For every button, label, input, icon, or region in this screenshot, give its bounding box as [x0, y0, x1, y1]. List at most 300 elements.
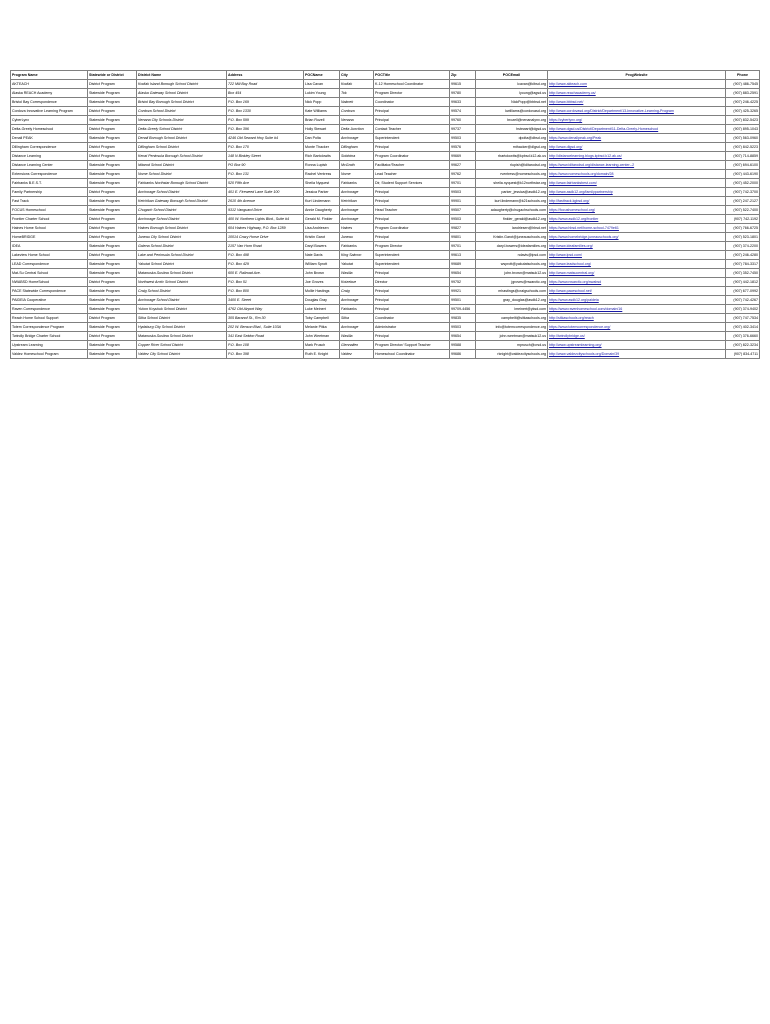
- poc-name-cell: Lukim Young: [304, 89, 340, 98]
- program-type-cell: Statewide Program: [88, 89, 137, 98]
- poc-email-cell[interactable]: finkler_gerald@asdk12.org: [476, 215, 548, 224]
- website-link[interactable]: http://www.reachacademy.us/: [548, 89, 726, 98]
- city-cell: Haines: [340, 224, 374, 233]
- table-row: [11, 242, 760, 251]
- district-name-cell: Yukon Koyukuk School District: [137, 305, 227, 314]
- district-name-cell: Yakutat School District: [137, 260, 227, 269]
- poc-email-cell[interactable]: daryl.bowers@ideafamilies.org: [476, 242, 548, 251]
- poc-title-cell: Homeschool Coordinator: [374, 350, 450, 359]
- district-name-cell: Hydaburg City School District: [137, 323, 227, 332]
- district-name-cell: Kodiak Island Borough School District: [137, 80, 227, 89]
- poc-email-cell[interactable]: lcavan@kibsd.org: [476, 80, 548, 89]
- city-cell: Wasilla: [340, 332, 374, 341]
- zip-cell: 99507: [450, 206, 476, 215]
- program-name-cell: PACE Statewide Correspondence: [11, 287, 88, 296]
- city-cell: Dillingham: [340, 143, 374, 152]
- poc-email-cell[interactable]: info@totemcorrespondence.org: [476, 323, 548, 332]
- header-prog-website[interactable]: ProgWebsite: [548, 71, 726, 80]
- program-name-cell: Lakeview Home School: [11, 251, 88, 260]
- poc-title-cell: Coordinator: [374, 314, 450, 323]
- phone-cell: (907) 376-6660: [726, 332, 760, 341]
- poc-title-cell: Principal: [374, 143, 450, 152]
- program-type-cell: District Program: [88, 125, 137, 134]
- phone-cell: (907) 742-1192: [726, 215, 760, 224]
- address-cell: P.O. Box 599: [227, 116, 304, 125]
- address-cell: P.O. Box 396: [227, 125, 304, 134]
- poc-name-cell: Toby Campbell: [304, 314, 340, 323]
- program-type-cell: District Program: [88, 215, 137, 224]
- poc-email-cell[interactable]: gray_douglas@asdk12.org: [476, 296, 548, 305]
- phone-cell: (907) 522-7400: [726, 206, 760, 215]
- zip-cell: 99801: [450, 233, 476, 242]
- website-link[interactable]: http://www.paceschool.net/: [548, 287, 726, 296]
- address-cell: 604 Haines Highway, P.O. Box 1289: [227, 224, 304, 233]
- poc-title-cell: Facilitator/Teacher: [374, 161, 450, 170]
- district-name-cell: Nenana City Schools District: [137, 116, 227, 125]
- district-name-cell: Haines Borough School District: [137, 224, 227, 233]
- table-row: [11, 341, 760, 350]
- district-name-cell: Matanuska-Susitna School District: [137, 269, 227, 278]
- poc-email-cell[interactable]: lyoung@agsd.us: [476, 89, 548, 98]
- district-name-cell: Alaska Gateway School District: [137, 89, 227, 98]
- poc-email-cell[interactable]: brozell@nenanalynx.org: [476, 116, 548, 125]
- district-name-cell: Chugach School District: [137, 206, 227, 215]
- program-name-cell: CyberLynx: [11, 116, 88, 125]
- poc-title-cell: K-12 Homeschool Coordinator: [374, 80, 450, 89]
- poc-name-cell: Ronna Lupish: [304, 161, 340, 170]
- poc-title-cell: Superintendent: [374, 134, 450, 143]
- table-row: [11, 323, 760, 332]
- city-cell: Craig: [340, 287, 374, 296]
- program-type-cell: Statewide Program: [88, 260, 137, 269]
- poc-name-cell: Jessica Parker: [304, 188, 340, 197]
- poc-email-cell[interactable]: hstewart@dgsd.us: [476, 125, 548, 134]
- program-type-cell: Statewide Program: [88, 350, 137, 359]
- phone-cell: (907) 246-4225: [726, 98, 760, 107]
- program-name-cell: Reach Home School Support: [11, 314, 88, 323]
- poc-name-cell: Nick Popp: [304, 98, 340, 107]
- phone-cell: (907) 842-5223: [726, 143, 760, 152]
- website-link[interactable]: http://www.cordovasd.org/District/Department/13-Innovative-Learning-Program: [548, 107, 726, 116]
- poc-email-cell[interactable]: mthacker@dlgsd.org: [476, 143, 548, 152]
- poc-email-cell[interactable]: parker_jessica@asdk12.org: [476, 188, 548, 197]
- district-name-cell: Anchorage School District: [137, 188, 227, 197]
- district-name-cell: Craig School District: [137, 287, 227, 296]
- poc-title-cell: Program Director: [374, 242, 450, 251]
- city-cell: Juneau: [340, 233, 374, 242]
- district-name-cell: Valdez City School District: [137, 350, 227, 359]
- program-name-cell: Distance Learning Center: [11, 161, 88, 170]
- program-type-cell: District Program: [88, 80, 137, 89]
- city-cell: Valdez: [340, 350, 374, 359]
- table-row: [11, 125, 760, 134]
- zip-cell: 99503: [450, 215, 476, 224]
- zip-cell: 99737: [450, 125, 476, 134]
- poc-title-cell: Program Director: [374, 89, 450, 98]
- program-type-cell: Statewide Program: [88, 116, 137, 125]
- program-type-cell: District Program: [88, 251, 137, 260]
- address-cell: P.O. Box 169: [227, 98, 304, 107]
- header-program-name[interactable]: Program Name: [11, 71, 88, 80]
- website-link[interactable]: https://www.ravenhomeschool.com/domain/16: [548, 305, 726, 314]
- table-row: [11, 188, 760, 197]
- program-type-cell: Statewide Program: [88, 323, 137, 332]
- header-poc-title[interactable]: POCTitle: [374, 71, 450, 80]
- poc-email-cell[interactable]: NickPopp@bbbsd.net: [476, 98, 548, 107]
- website-link[interactable]: https://focushomeschool.org/: [548, 206, 726, 215]
- district-name-cell: Lake and Peninsula School District: [137, 251, 227, 260]
- header-city[interactable]: City: [340, 71, 374, 80]
- poc-email-cell[interactable]: rventress@nomeschools.org: [476, 170, 548, 179]
- address-cell: 202 W. Benson Blvd., Suite 103A: [227, 323, 304, 332]
- table-row: [11, 287, 760, 296]
- address-cell: P.O. Box 429: [227, 260, 304, 269]
- poc-email-cell[interactable]: Kristin.Garot@juneauschools.org: [476, 233, 548, 242]
- poc-email-cell[interactable]: rknight@valdezcityschools.org: [476, 350, 548, 359]
- table-row: [11, 116, 760, 125]
- zip-cell: 99762: [450, 170, 476, 179]
- table-row: [11, 107, 760, 116]
- program-name-cell: Distance Learning: [11, 152, 88, 161]
- poc-title-cell: Program Director/ Support Teacher: [374, 341, 450, 350]
- phone-cell: (907) 822-3234: [726, 341, 760, 350]
- phone-cell: (907) 402-3414: [726, 323, 760, 332]
- zip-cell: 99613: [450, 251, 476, 260]
- website-link[interactable]: http://www.asdk12.org/familypartnership: [548, 188, 726, 197]
- program-type-cell: Statewide Program: [88, 134, 137, 143]
- program-type-cell: Statewide Program: [88, 287, 137, 296]
- poc-name-cell: Holly Stewart: [304, 125, 340, 134]
- website-link[interactable]: http://www.valdezcityschools.org/Domain/39: [548, 350, 726, 359]
- poc-title-cell: Director: [374, 278, 450, 287]
- poc-title-cell: Superintendent: [374, 260, 450, 269]
- poc-email-cell[interactable]: wsprott@yakutatschools.org: [476, 260, 548, 269]
- program-name-cell: FOCUS Homeschool: [11, 206, 88, 215]
- district-name-cell: Iditarod School District: [137, 161, 227, 170]
- address-cell: 520 Fifth Ave: [227, 179, 304, 188]
- website-link[interactable]: https://www.asdk12.org/paideia: [548, 296, 726, 305]
- poc-name-cell: Mark Prusch: [304, 341, 340, 350]
- city-cell: Anchorage: [340, 296, 374, 305]
- zip-cell: 99780: [450, 89, 476, 98]
- poc-email-cell[interactable]: mhastings@craigschools.com: [476, 287, 548, 296]
- poc-email-cell[interactable]: rlupish@iditarodsd.org: [476, 161, 548, 170]
- district-name-cell: Matanuska-Susitna School District: [137, 332, 227, 341]
- phone-cell: (907) 883-2591: [726, 89, 760, 98]
- address-cell: 341 East Seldon Road: [227, 332, 304, 341]
- poc-email-cell[interactable]: john.brown@matsuk12.us: [476, 269, 548, 278]
- address-cell: 148 N Binkley Street: [227, 152, 304, 161]
- phone-cell: (907) 742-3700: [726, 188, 760, 197]
- district-name-cell: Northwest Arctic School District: [137, 278, 227, 287]
- zip-cell: 99503: [450, 323, 476, 332]
- zip-cell: 99689: [450, 260, 476, 269]
- program-name-cell: Mat-Su Central School: [11, 269, 88, 278]
- website-link[interactable]: http://www.dgsd.us/District/Department/11-Delta-Greely-Homeschool: [548, 125, 726, 134]
- city-cell: Fairbanks: [340, 179, 374, 188]
- program-name-cell: Valdez Homeschool Program: [11, 350, 88, 359]
- poc-email-cell[interactable]: kwilliams@cordovasd.org: [476, 107, 548, 116]
- zip-cell: 99654: [450, 332, 476, 341]
- website-link[interactable]: http://www.lpsd.com/: [548, 251, 726, 260]
- district-name-cell: Kenai Peninsula Borough School District: [137, 152, 227, 161]
- website-link[interactable]: https://www.nwarctic.org/nwabsd: [548, 278, 726, 287]
- website-link[interactable]: https://www.asdk12.org/frontier: [548, 215, 726, 224]
- poc-name-cell: William Sprott: [304, 260, 340, 269]
- table-row: [11, 224, 760, 233]
- address-cell: 400 W. Northern Lights Blvd., Suite #4: [227, 215, 304, 224]
- city-cell: Anchorage: [340, 323, 374, 332]
- city-cell: Glennallen: [340, 341, 374, 350]
- zip-cell: 99686: [450, 350, 476, 359]
- program-type-cell: Statewide Program: [88, 269, 137, 278]
- city-cell: Cordova: [340, 107, 374, 116]
- website-link[interactable]: https://www.hbsd.net/home-school-7479e61: [548, 224, 726, 233]
- phone-cell: (907) 352-7450: [726, 269, 760, 278]
- address-cell: 4762 Old Airport Way: [227, 305, 304, 314]
- table-row: [11, 143, 760, 152]
- poc-email-cell[interactable]: kurt.lindemann@k21schools.org: [476, 197, 548, 206]
- poc-name-cell: John Weetman: [304, 332, 340, 341]
- website-link[interactable]: https://cyberlynx.org/: [548, 116, 726, 125]
- website-link[interactable]: https://www.homebridge.juneauschools.org/: [548, 233, 726, 242]
- city-cell: Anchorage: [340, 215, 374, 224]
- zip-cell: 99921: [450, 287, 476, 296]
- website-link[interactable]: https://www.nomeschools.org/domain/28: [548, 170, 726, 179]
- zip-cell: 99760: [450, 116, 476, 125]
- address-cell: 4246 Old Seward Hwy Suite #4: [227, 134, 304, 143]
- poc-email-cell[interactable]: mprusch@crsd.us: [476, 341, 548, 350]
- city-cell: Tok: [340, 89, 374, 98]
- website-link[interactable]: http://www.upstreamlearning.org/: [548, 341, 726, 350]
- table-row: [11, 314, 760, 323]
- program-name-cell: Totem Correspondence Program: [11, 323, 88, 332]
- table-row: [11, 305, 760, 314]
- table-row: [11, 170, 760, 179]
- header-poc-email[interactable]: POCEmail: [476, 71, 548, 80]
- phone-cell: (907) 374-9402: [726, 305, 760, 314]
- table-row: [11, 215, 760, 224]
- program-name-cell: Frontier Charter School: [11, 215, 88, 224]
- city-cell: Fairbanks: [340, 305, 374, 314]
- zip-cell: 99752: [450, 278, 476, 287]
- program-name-cell: Haines Home School: [11, 224, 88, 233]
- poc-email-cell[interactable]: lmeinert@yksd.com: [476, 305, 548, 314]
- poc-name-cell: Dan Polta: [304, 134, 340, 143]
- address-cell: 2157 Van Horn Road: [227, 242, 304, 251]
- program-name-cell: Fairbanks B.E.S.T.: [11, 179, 88, 188]
- poc-email-cell[interactable]: landriesen@hbsd.net: [476, 224, 548, 233]
- city-cell: Anchorage: [340, 134, 374, 143]
- poc-title-cell: Lead Teacher: [374, 170, 450, 179]
- website-link[interactable]: http://www.akteach.com: [548, 80, 726, 89]
- program-type-cell: Statewide Program: [88, 206, 137, 215]
- poc-name-cell: Sheila Nyquest: [304, 179, 340, 188]
- poc-title-cell: Principal: [374, 116, 450, 125]
- address-cell: 305 Baranof St., Rm 30: [227, 314, 304, 323]
- website-link[interactable]: http://www.dlgsd.org/: [548, 143, 726, 152]
- website-link[interactable]: http://www.bbbsd.net/: [548, 98, 726, 107]
- poc-title-cell: Principal: [374, 305, 450, 314]
- poc-email-cell[interactable]: john.weetman@matsuk12.us: [476, 332, 548, 341]
- address-cell: 9312 Vanguard Drive: [227, 206, 304, 215]
- poc-email-cell[interactable]: dpolta@dbsd.org: [476, 134, 548, 143]
- district-name-cell: Delta-Greely School District: [137, 125, 227, 134]
- website-link[interactable]: http://www.ideafamilies.org/: [548, 242, 726, 251]
- program-type-cell: District Program: [88, 224, 137, 233]
- program-name-cell: AKTEACH: [11, 80, 88, 89]
- header-district-name[interactable]: District Name: [137, 71, 227, 80]
- phone-cell: (907) 895-1043: [726, 125, 760, 134]
- poc-title-cell: Principal: [374, 296, 450, 305]
- address-cell: 401 E. Fireweed Lane Suite 100: [227, 188, 304, 197]
- poc-email-cell[interactable]: ndavis@lpsd.com: [476, 251, 548, 260]
- city-cell: King Salmon: [340, 251, 374, 260]
- table-row: [11, 179, 760, 188]
- district-name-cell: Dillingham School District: [137, 143, 227, 152]
- program-name-cell: Family Partnership: [11, 188, 88, 197]
- phone-cell: (907) 247-2127: [726, 197, 760, 206]
- poc-name-cell: Mollie Hastings: [304, 287, 340, 296]
- program-type-cell: District Program: [88, 107, 137, 116]
- poc-name-cell: Kurt Lindemann: [304, 197, 340, 206]
- phone-cell: (907) 246-4280: [726, 251, 760, 260]
- city-cell: Soldotna: [340, 152, 374, 161]
- poc-title-cell: Program Coordinator: [374, 224, 450, 233]
- zip-cell: 99503: [450, 134, 476, 143]
- zip-cell: 99669: [450, 152, 476, 161]
- poc-name-cell: Monte Thacker: [304, 143, 340, 152]
- poc-title-cell: Principal: [374, 269, 450, 278]
- poc-title-cell: Dir, Student Support Services: [374, 179, 450, 188]
- header-poc-name[interactable]: POCName: [304, 71, 340, 80]
- poc-name-cell: Kristin Garot: [304, 233, 340, 242]
- header-phone[interactable]: Phone: [726, 71, 760, 80]
- program-name-cell: Bristol Bay Correspondence: [11, 98, 88, 107]
- zip-cell: 99503: [450, 188, 476, 197]
- address-cell: P.O. Box 498: [227, 251, 304, 260]
- program-type-cell: Statewide Program: [88, 98, 137, 107]
- table-row: [11, 134, 760, 143]
- city-cell: Kotzebue: [340, 278, 374, 287]
- poc-title-cell: Head Teacher: [374, 206, 450, 215]
- table-row: [11, 152, 760, 161]
- poc-email-cell[interactable]: sheila.nyquest@k12northstar.org: [476, 179, 548, 188]
- website-link[interactable]: https://www.denalipeak.org/Peak: [548, 134, 726, 143]
- poc-title-cell: Administrator: [374, 323, 450, 332]
- phone-cell: (907) 766-6725: [726, 224, 760, 233]
- program-name-cell: Delta-Greely Homeschool: [11, 125, 88, 134]
- website-link[interactable]: http://www.matsucentral.org/: [548, 269, 726, 278]
- address-cell: 10014 Crazy Horse Drive: [227, 233, 304, 242]
- header-zip[interactable]: Zip: [450, 71, 476, 80]
- poc-name-cell: Lisa Cavan: [304, 80, 340, 89]
- city-cell: Naknek: [340, 98, 374, 107]
- district-name-cell: Ketchikan Gateway Borough School District: [137, 197, 227, 206]
- zip-cell: 99501: [450, 296, 476, 305]
- phone-cell: (907) 742-4267: [726, 296, 760, 305]
- address-cell: P.O. Box 800: [227, 287, 304, 296]
- poc-name-cell: Brian Rozell: [304, 116, 340, 125]
- table-row: [11, 296, 760, 305]
- zip-cell: 99701: [450, 179, 476, 188]
- poc-name-cell: Nate Davis: [304, 251, 340, 260]
- website-link[interactable]: http://sitkaschools.org/reach: [548, 314, 726, 323]
- table-row: [11, 278, 760, 287]
- city-cell: Wasilla: [340, 269, 374, 278]
- phone-cell: (907) 784-3317: [726, 260, 760, 269]
- program-type-cell: District Program: [88, 188, 137, 197]
- program-type-cell: District Program: [88, 233, 137, 242]
- address-cell: P.O. Box 51: [227, 278, 304, 287]
- poc-title-cell: Program Coordinator: [374, 152, 450, 161]
- poc-email-cell[interactable]: adaugherty@chugachschools.com: [476, 206, 548, 215]
- city-cell: Ketchikan: [340, 197, 374, 206]
- poc-title-cell: Principal: [374, 287, 450, 296]
- zip-cell: 99576: [450, 143, 476, 152]
- program-type-cell: Statewide Program: [88, 179, 137, 188]
- poc-title-cell: Principal: [374, 215, 450, 224]
- table-row: [11, 89, 760, 98]
- phone-cell: (907) 677-0992: [726, 287, 760, 296]
- poc-name-cell: Douglas Gray: [304, 296, 340, 305]
- city-cell: Kodiak: [340, 80, 374, 89]
- program-name-cell: HomeBRIDGE: [11, 233, 88, 242]
- poc-email-cell[interactable]: rbartolowits@kpbsd.k12.ak.us: [476, 152, 548, 161]
- website-link[interactable]: http://www.leadschool.org/: [548, 260, 726, 269]
- zip-cell: 99901: [450, 197, 476, 206]
- district-name-cell: Nome School District: [137, 170, 227, 179]
- poc-email-cell[interactable]: campbellt@sitkaschools.org: [476, 314, 548, 323]
- header-statewide-or-district[interactable]: Statewide or District: [88, 71, 137, 80]
- city-cell: Sitka: [340, 314, 374, 323]
- website-link[interactable]: http://www.fairbanksbest.com/: [548, 179, 726, 188]
- header-address[interactable]: Address: [227, 71, 304, 80]
- zip-cell: 99627: [450, 161, 476, 170]
- website-link[interactable]: http://distancelearning.blogs.kpbsd.k12.ak.us/: [548, 152, 726, 161]
- website-link[interactable]: https://www.iditarodsd.org/distance-learning-center--2: [548, 161, 726, 170]
- program-name-cell: Denali PEAK: [11, 134, 88, 143]
- zip-cell: 99615: [450, 80, 476, 89]
- program-name-cell: Raven Correspondence: [11, 305, 88, 314]
- table-row: [11, 197, 760, 206]
- address-cell: P.O. Box 398: [227, 350, 304, 359]
- program-type-cell: District Program: [88, 152, 137, 161]
- address-cell: 722 Mill Bay Road: [227, 80, 304, 89]
- website-link[interactable]: https://www.totemcorrespondence.org/: [548, 323, 726, 332]
- address-cell: P.O. Box 108: [227, 341, 304, 350]
- poc-title-cell: Principal: [374, 197, 450, 206]
- phone-cell: (907) 452-2000: [726, 179, 760, 188]
- poc-name-cell: Ruth E. Knight: [304, 350, 340, 359]
- program-name-cell: Twindly Bridge Charter School: [11, 332, 88, 341]
- district-name-cell: Denali Borough School District: [137, 134, 227, 143]
- poc-name-cell: Rachel Ventress: [304, 170, 340, 179]
- zip-cell: 99633: [450, 98, 476, 107]
- address-cell: P.O. Box 170: [227, 143, 304, 152]
- website-link[interactable]: http://fasttrack.kgbsd.org/: [548, 197, 726, 206]
- program-type-cell: Statewide Program: [88, 296, 137, 305]
- address-cell: 3400 E. Street: [227, 296, 304, 305]
- poc-name-cell: Melanie Pitka: [304, 323, 340, 332]
- website-link[interactable]: http://twindlybridge.us/: [548, 332, 726, 341]
- table-row: [11, 332, 760, 341]
- zip-cell: 99835: [450, 314, 476, 323]
- poc-email-cell[interactable]: jgroves@nwarctic.org: [476, 278, 548, 287]
- phone-cell: (907) 714-8859: [726, 152, 760, 161]
- program-type-cell: District Program: [88, 278, 137, 287]
- poc-title-cell: Principal: [374, 107, 450, 116]
